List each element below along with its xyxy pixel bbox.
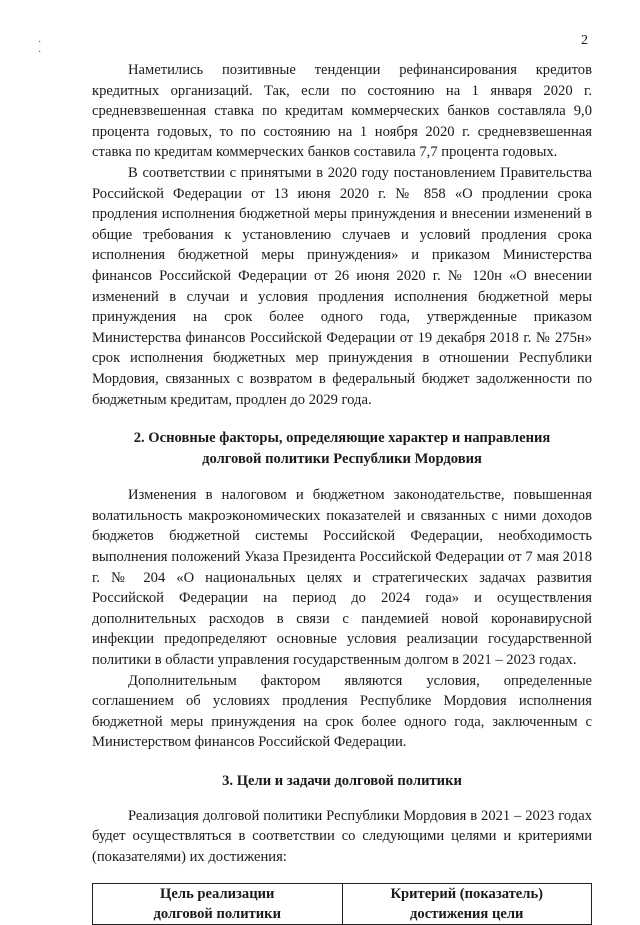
page-number: 2 [581,33,588,48]
table-header-criterion: Критерий (показатель) достижения цели [342,884,592,925]
paragraph-legislation-changes: Изменения в налоговом и бюджетном законодательстве, повышенная волатильность макроэкономических показателей и связанных с ними доходов бюджетов бюджетной системы Российской Федерации, необходимость выполнения положений Указа Президента Российской Федерации от 7 мая 2018 г. № 204 «О национальных целях и стратегических задачах развития Российской Федерации на период до 2024 года» и осуществления дополнительных расходов в связи с пандемией новой коронавирусной инфекции предопределяют основные условия реализации государственной политики в области управления государственным долгом в 2021 – 2023 годах. [92,487,592,669]
paragraph-additional-factor: Дополнительным фактором являются условия, определенные соглашением об условиях продления Республике Мордовия исполнения бюджетной меры принуждения на срок более одного года, заключенным с Министерством финансов Российской Федерации. [92,672,592,751]
scan-speck: · [38,47,42,58]
section-2-heading-line1: 2. Основные факторы, определяющие характер и направления [133,430,551,447]
document-body [92,60,592,925]
paragraph-refinancing: Наметились позитивные тенденции рефинансирования кредитов кредитных организаций. Так, если по состоянию на 1 января 2020 г. средневзвешенная ставка по кредитам коммерческих банков составляла 9,0 процента годовых, то по состоянию на 1 ноября 2020 г. средневзвешенная ставка по кредитам коммерческих банков составила 7,7 процента годовых. [92,62,592,161]
table-header-goal: Цель реализации долговой политики [93,884,343,925]
goals-table [92,883,592,925]
scan-speck: · [38,37,42,48]
paragraph-goals-intro: Реализация долговой политики Республики Мордовия в 2021 – 2023 годах будет осуществляться в соответствии со следующими целями и критериями (показателями) их достижения: [92,807,592,865]
table-header-row [93,884,592,925]
paragraph-budget-measures: В соответствии с принятыми в 2020 году постановлением Правительства Российской Федерации от 13 июня 2020 г. № 858 «О продлении срока продления исполнения бюджетной меры принуждения и внесении изменений в общие требования к установлению случаев и условий продления срока исполнения бюджетной меры принуждения» и приказом Министерства финансов Российской Федерации от 26 июня 2020 г. № 120н «О внесении изменений в случаи и условия продления исполнения бюджетной меры принуждения на срок более одного года, утвержденные приказом Министерства финансов Российской Федерации от 19 декабря 2018 г. № 275н» срок исполнения бюджетных мер принуждения в отношении Республики Мордовия, связанных с возвратом в федеральный бюджет задолженности по бюджетным кредитам, продлен до 2029 года. [92,164,592,408]
section-2-heading-line2: долговой политики Республики Мордовия [202,450,482,467]
section-2-heading [92,428,592,469]
section-3-heading: 3. Цели и задачи долговой политики [222,773,462,789]
